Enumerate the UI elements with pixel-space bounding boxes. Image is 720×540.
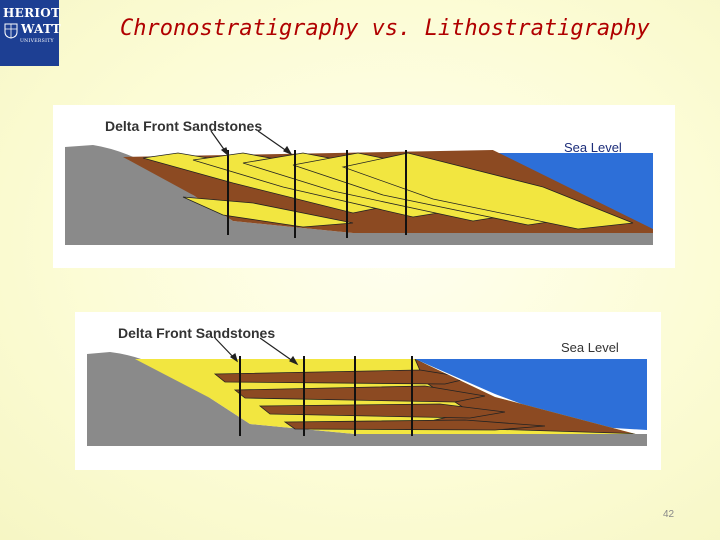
crest-icon [4, 23, 18, 39]
page-number: 42 [663, 509, 675, 520]
label-delta-front-sandstones: Delta Front Sandstones [118, 325, 276, 341]
lithostratigraphy-diagram [75, 312, 661, 470]
logo-text-watt: WATT [21, 22, 61, 36]
label-sea-level: Sea Level [561, 340, 619, 355]
logo-text-university: UNIVERSITY [20, 39, 54, 44]
label-delta-front-sandstones: Delta Front Sandstones [105, 118, 263, 134]
slide-title: Chronostratigraphy vs. Lithostratigraphy [120, 16, 650, 41]
label-sea-level: Sea Level [564, 140, 622, 155]
chronostratigraphy-diagram [53, 105, 675, 268]
heriot-watt-logo [0, 0, 59, 66]
logo-text-heriot: HERIOT [3, 6, 61, 20]
